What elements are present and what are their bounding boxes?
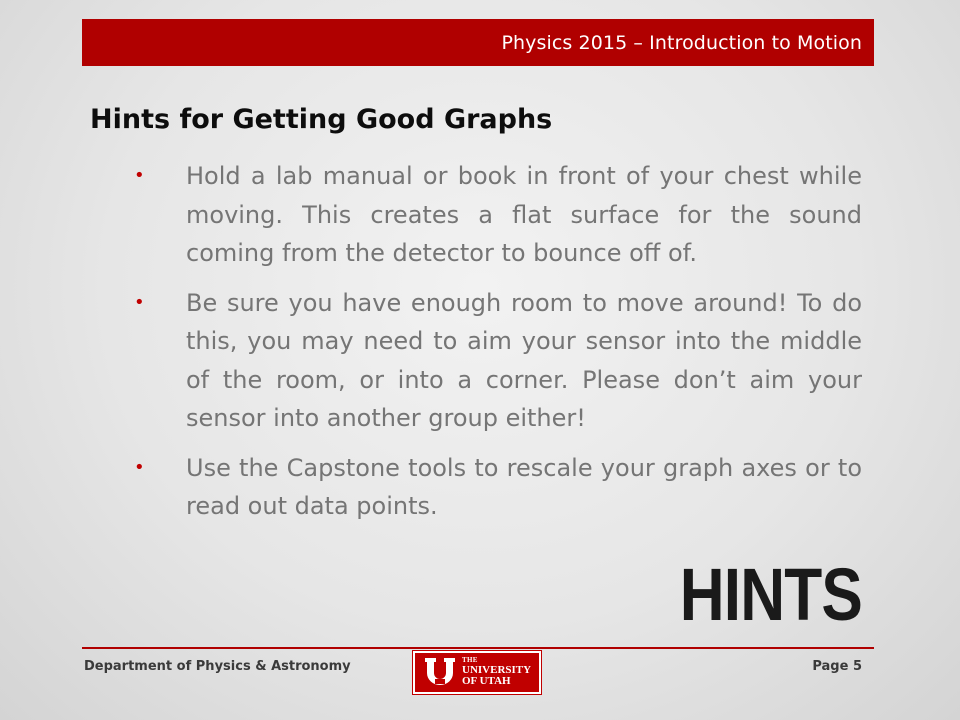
- course-title: Physics 2015 – Introduction to Motion: [501, 31, 862, 54]
- department-label: Department of Physics & Astronomy: [84, 659, 351, 674]
- list-item: [134, 157, 862, 273]
- list-item: [134, 284, 862, 438]
- list-item: [134, 449, 862, 526]
- logo-line-of-utah: OF UTAH: [462, 675, 511, 688]
- university-logo: [413, 651, 541, 694]
- u-block-logo-icon: [424, 656, 456, 690]
- logo-text: [462, 657, 531, 687]
- bullet-marker: •: [134, 291, 145, 313]
- logo-line-university: UNIVERSITY: [462, 663, 532, 676]
- hints-wordmark: HINTS: [679, 553, 862, 636]
- bullet-text: Use the Capstone tools to rescale your graph axes or to read out data points.: [186, 453, 862, 520]
- bullet-text: Be sure you have enough room to move around! To do this, you may need to aim your sensor into the middle of the room, or into a corner. Please don’t aim your sensor into another group either!: [186, 288, 862, 432]
- page-number: Page 5: [812, 659, 862, 674]
- bullet-text: Hold a lab manual or book in front of your chest while moving. This creates a flat surface for the sound coming from the detector to bounce off of.: [186, 162, 862, 267]
- bullet-marker: •: [134, 165, 145, 186]
- logo-line-the: THE: [462, 656, 478, 665]
- slide-heading: Hints for Getting Good Graphs: [90, 104, 553, 135]
- footer-divider: [82, 647, 874, 649]
- bullet-marker: •: [134, 456, 145, 478]
- header-bar: [82, 19, 874, 66]
- bullet-list: [134, 157, 862, 537]
